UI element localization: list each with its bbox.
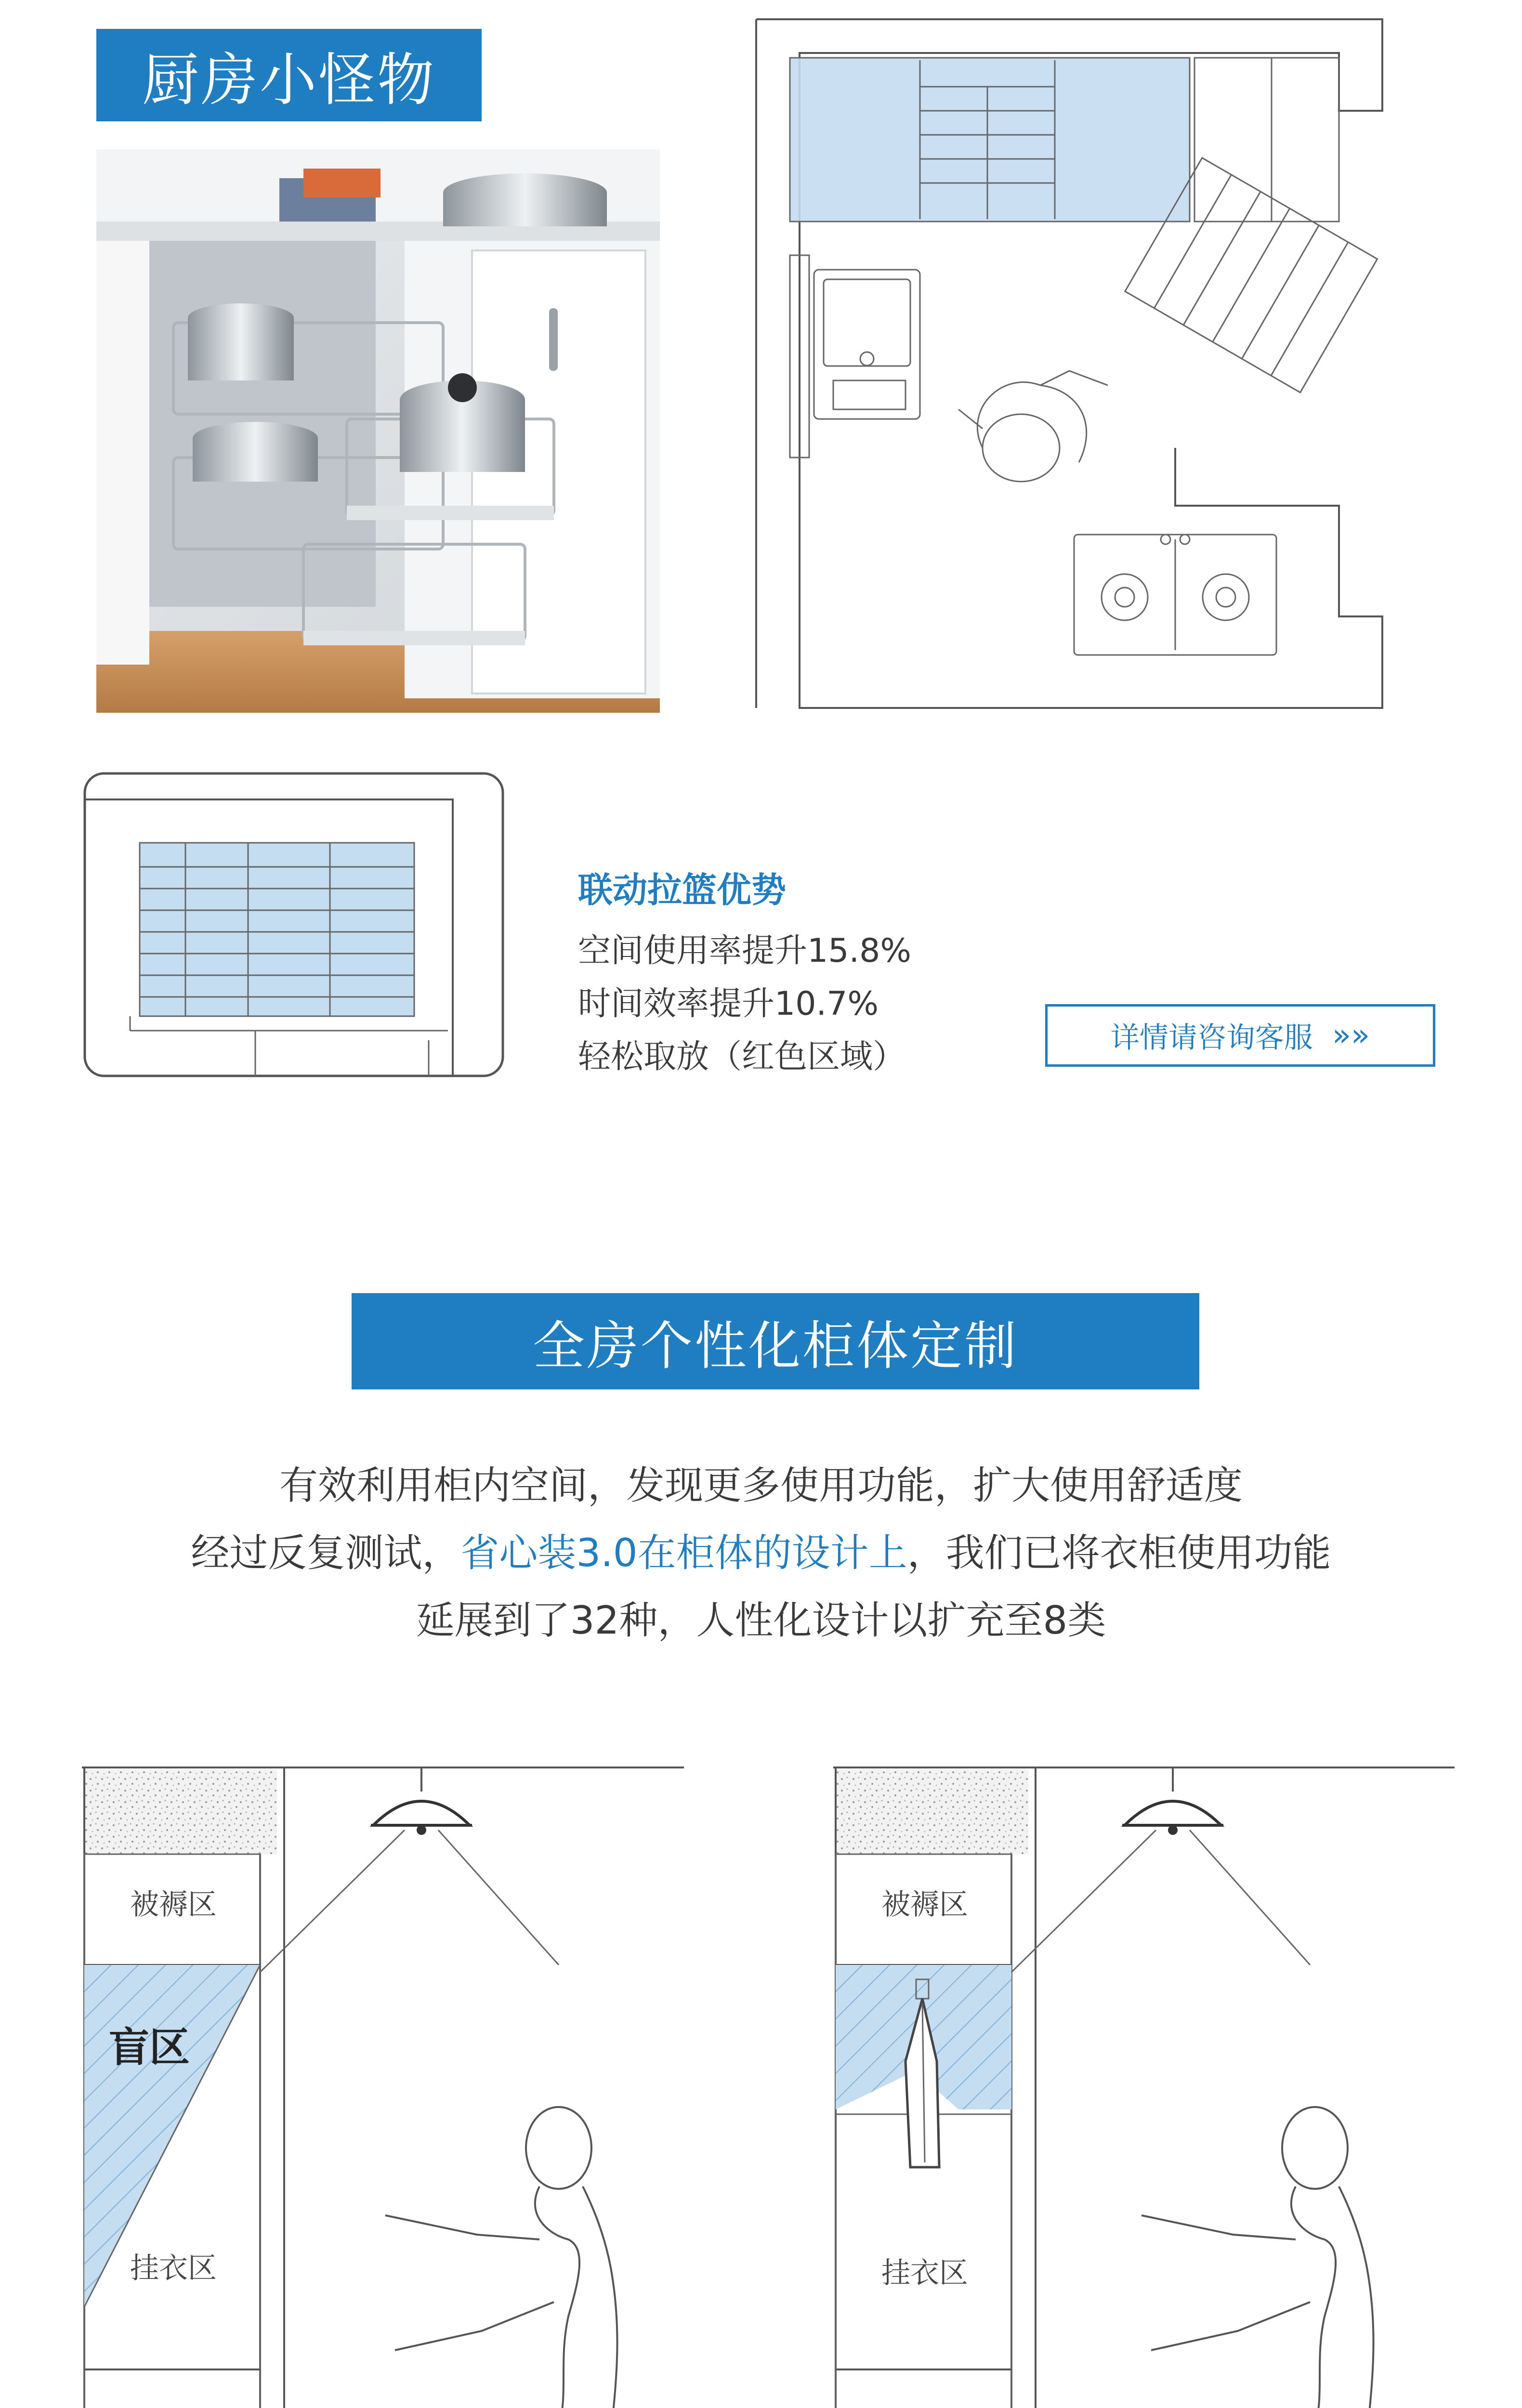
zone-label-blind: 盲区 — [108, 2024, 190, 2071]
kitchen-floor-plan — [751, 14, 1435, 722]
consult-button-label: 详情请咨询客服 — [1110, 1021, 1313, 1055]
intro-line-2-pre: 经过反复测试， — [191, 1531, 461, 1575]
advantage-line-2: 时间效率提升10.7% — [578, 985, 879, 1023]
intro-line-2-highlight: 省心装3.0在柜体的设计上 — [460, 1531, 907, 1575]
kitchen-badge-label: 厨房小怪物 — [142, 47, 436, 113]
cabinet-banner-label: 全房个性化柜体定制 — [532, 1316, 1018, 1376]
intro-line-1: 有效利用柜内空间，发现更多使用功能，扩大使用舒适度 — [279, 1463, 1243, 1508]
cabinet-banner — [352, 1293, 1199, 1389]
zone-label-bedding: 被褥区 — [130, 1888, 217, 1922]
intro-paragraph — [0, 1452, 1522, 1654]
intro-line-2 — [0, 1519, 1522, 1587]
intro-line-3: 延展到了32种，人性化设计以扩充至8类 — [416, 1598, 1106, 1643]
zone-label-bedding: 被褥区 — [881, 1888, 968, 1922]
kitchen-badge — [96, 29, 482, 121]
double-chevron-right-icon: »» — [1332, 1018, 1370, 1053]
advantage-line-3: 轻松取放（红色区域） — [578, 1038, 906, 1076]
corner-basket-plan — [82, 771, 506, 1079]
intro-line-2-post: ，我们已将衣柜使用功能 — [907, 1531, 1331, 1575]
advantage-line-1: 空间使用率提升15.8% — [578, 932, 912, 970]
pull-out-basket-photo — [96, 149, 660, 713]
wardrobe-diagram-left — [77, 1753, 703, 2408]
consult-button[interactable] — [1045, 1004, 1435, 1067]
zone-label-hanging: 挂衣区 — [130, 2251, 217, 2285]
zone-label-hanging: 挂衣区 — [881, 2256, 968, 2290]
advantage-title: 联动拉篮优势 — [578, 870, 787, 910]
wardrobe-diagram-right — [828, 1753, 1464, 2408]
